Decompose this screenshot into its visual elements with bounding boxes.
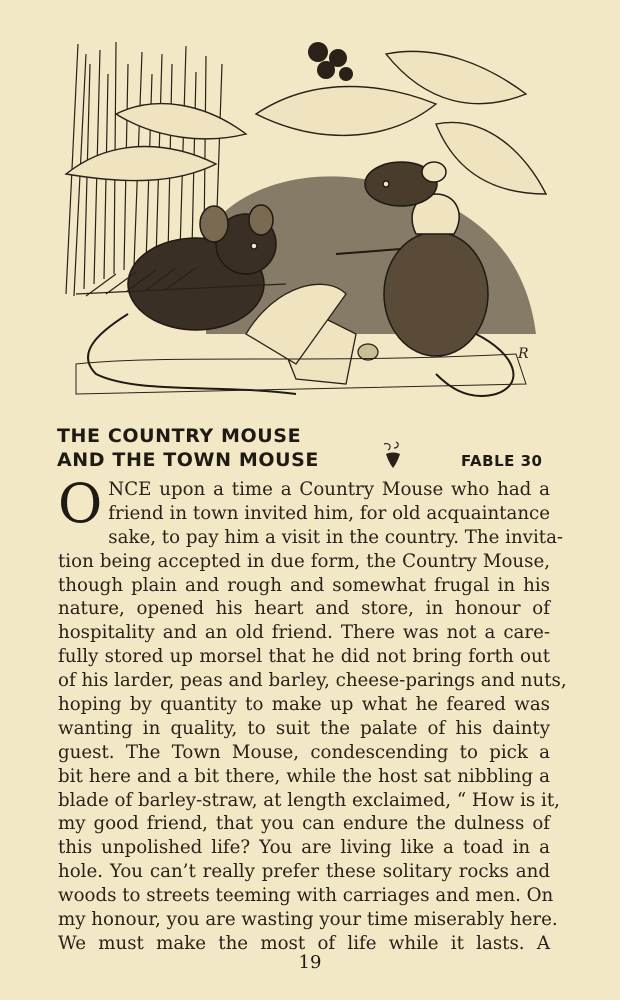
dropcap: O bbox=[58, 472, 103, 535]
text-line: my honour, you are wasting your time miserably here. bbox=[58, 909, 558, 931]
text-line: though plain and rough and somewhat frugal in his bbox=[58, 574, 550, 596]
text-line: hoping by quantity to make up what he feared was bbox=[58, 694, 550, 716]
text-line: fully stored up morsel that he did not bring forth out bbox=[58, 646, 550, 668]
text-line: of his larder, peas and barley, cheese-parings and nuts, bbox=[58, 670, 567, 692]
fable-number: FABLE 30 bbox=[461, 452, 543, 470]
text-line: sake, to pay him a visit in the country. The invita- bbox=[108, 526, 564, 548]
title-line-2: AND THE TOWN MOUSE bbox=[57, 449, 319, 471]
text-line: my good friend, that you can endure the dulness of bbox=[58, 813, 550, 835]
opening-word: NCE bbox=[108, 479, 152, 500]
fleuron-icon bbox=[380, 440, 406, 470]
text-line: nature, opened his heart and store, in honour of bbox=[58, 598, 550, 620]
artist-monogram: R bbox=[518, 346, 529, 362]
text-line: hole. You can’t really prefer these solitary rocks and bbox=[58, 861, 550, 883]
title-line-1: THE COUNTRY MOUSE bbox=[57, 425, 302, 447]
page-number: 19 bbox=[298, 952, 322, 973]
text-line: We must make the most of life while it lasts. A bbox=[58, 932, 550, 954]
text-line: this unpolished life? You are living like a toad in a bbox=[58, 837, 550, 859]
text-line: tion being accepted in due form, the Country Mouse, bbox=[58, 550, 550, 572]
text-line: NCE upon a time a Country Mouse who had a bbox=[108, 479, 550, 500]
leaves bbox=[66, 51, 546, 194]
fable-title bbox=[57, 424, 377, 472]
text-line: blade of barley-straw, at length exclaimed, “ How is it, bbox=[58, 789, 560, 811]
text-line: friend in town invited him, for old acquaintance bbox=[108, 502, 550, 524]
text-line: wanting in quality, to suit the palate of his dainty bbox=[58, 717, 550, 739]
text-line: bit here and a bit there, while the host sat nibbling a bbox=[58, 765, 550, 787]
text-line: hospitality and an old friend. There was not a care- bbox=[58, 622, 550, 644]
text-line: guest. The Town Mouse, condescending to pick a bbox=[58, 741, 550, 763]
berries bbox=[308, 42, 353, 81]
fable-illustration bbox=[56, 34, 556, 408]
fable-body bbox=[58, 472, 567, 956]
text-line: woods to streets teeming with carriages and men. On bbox=[58, 885, 554, 907]
